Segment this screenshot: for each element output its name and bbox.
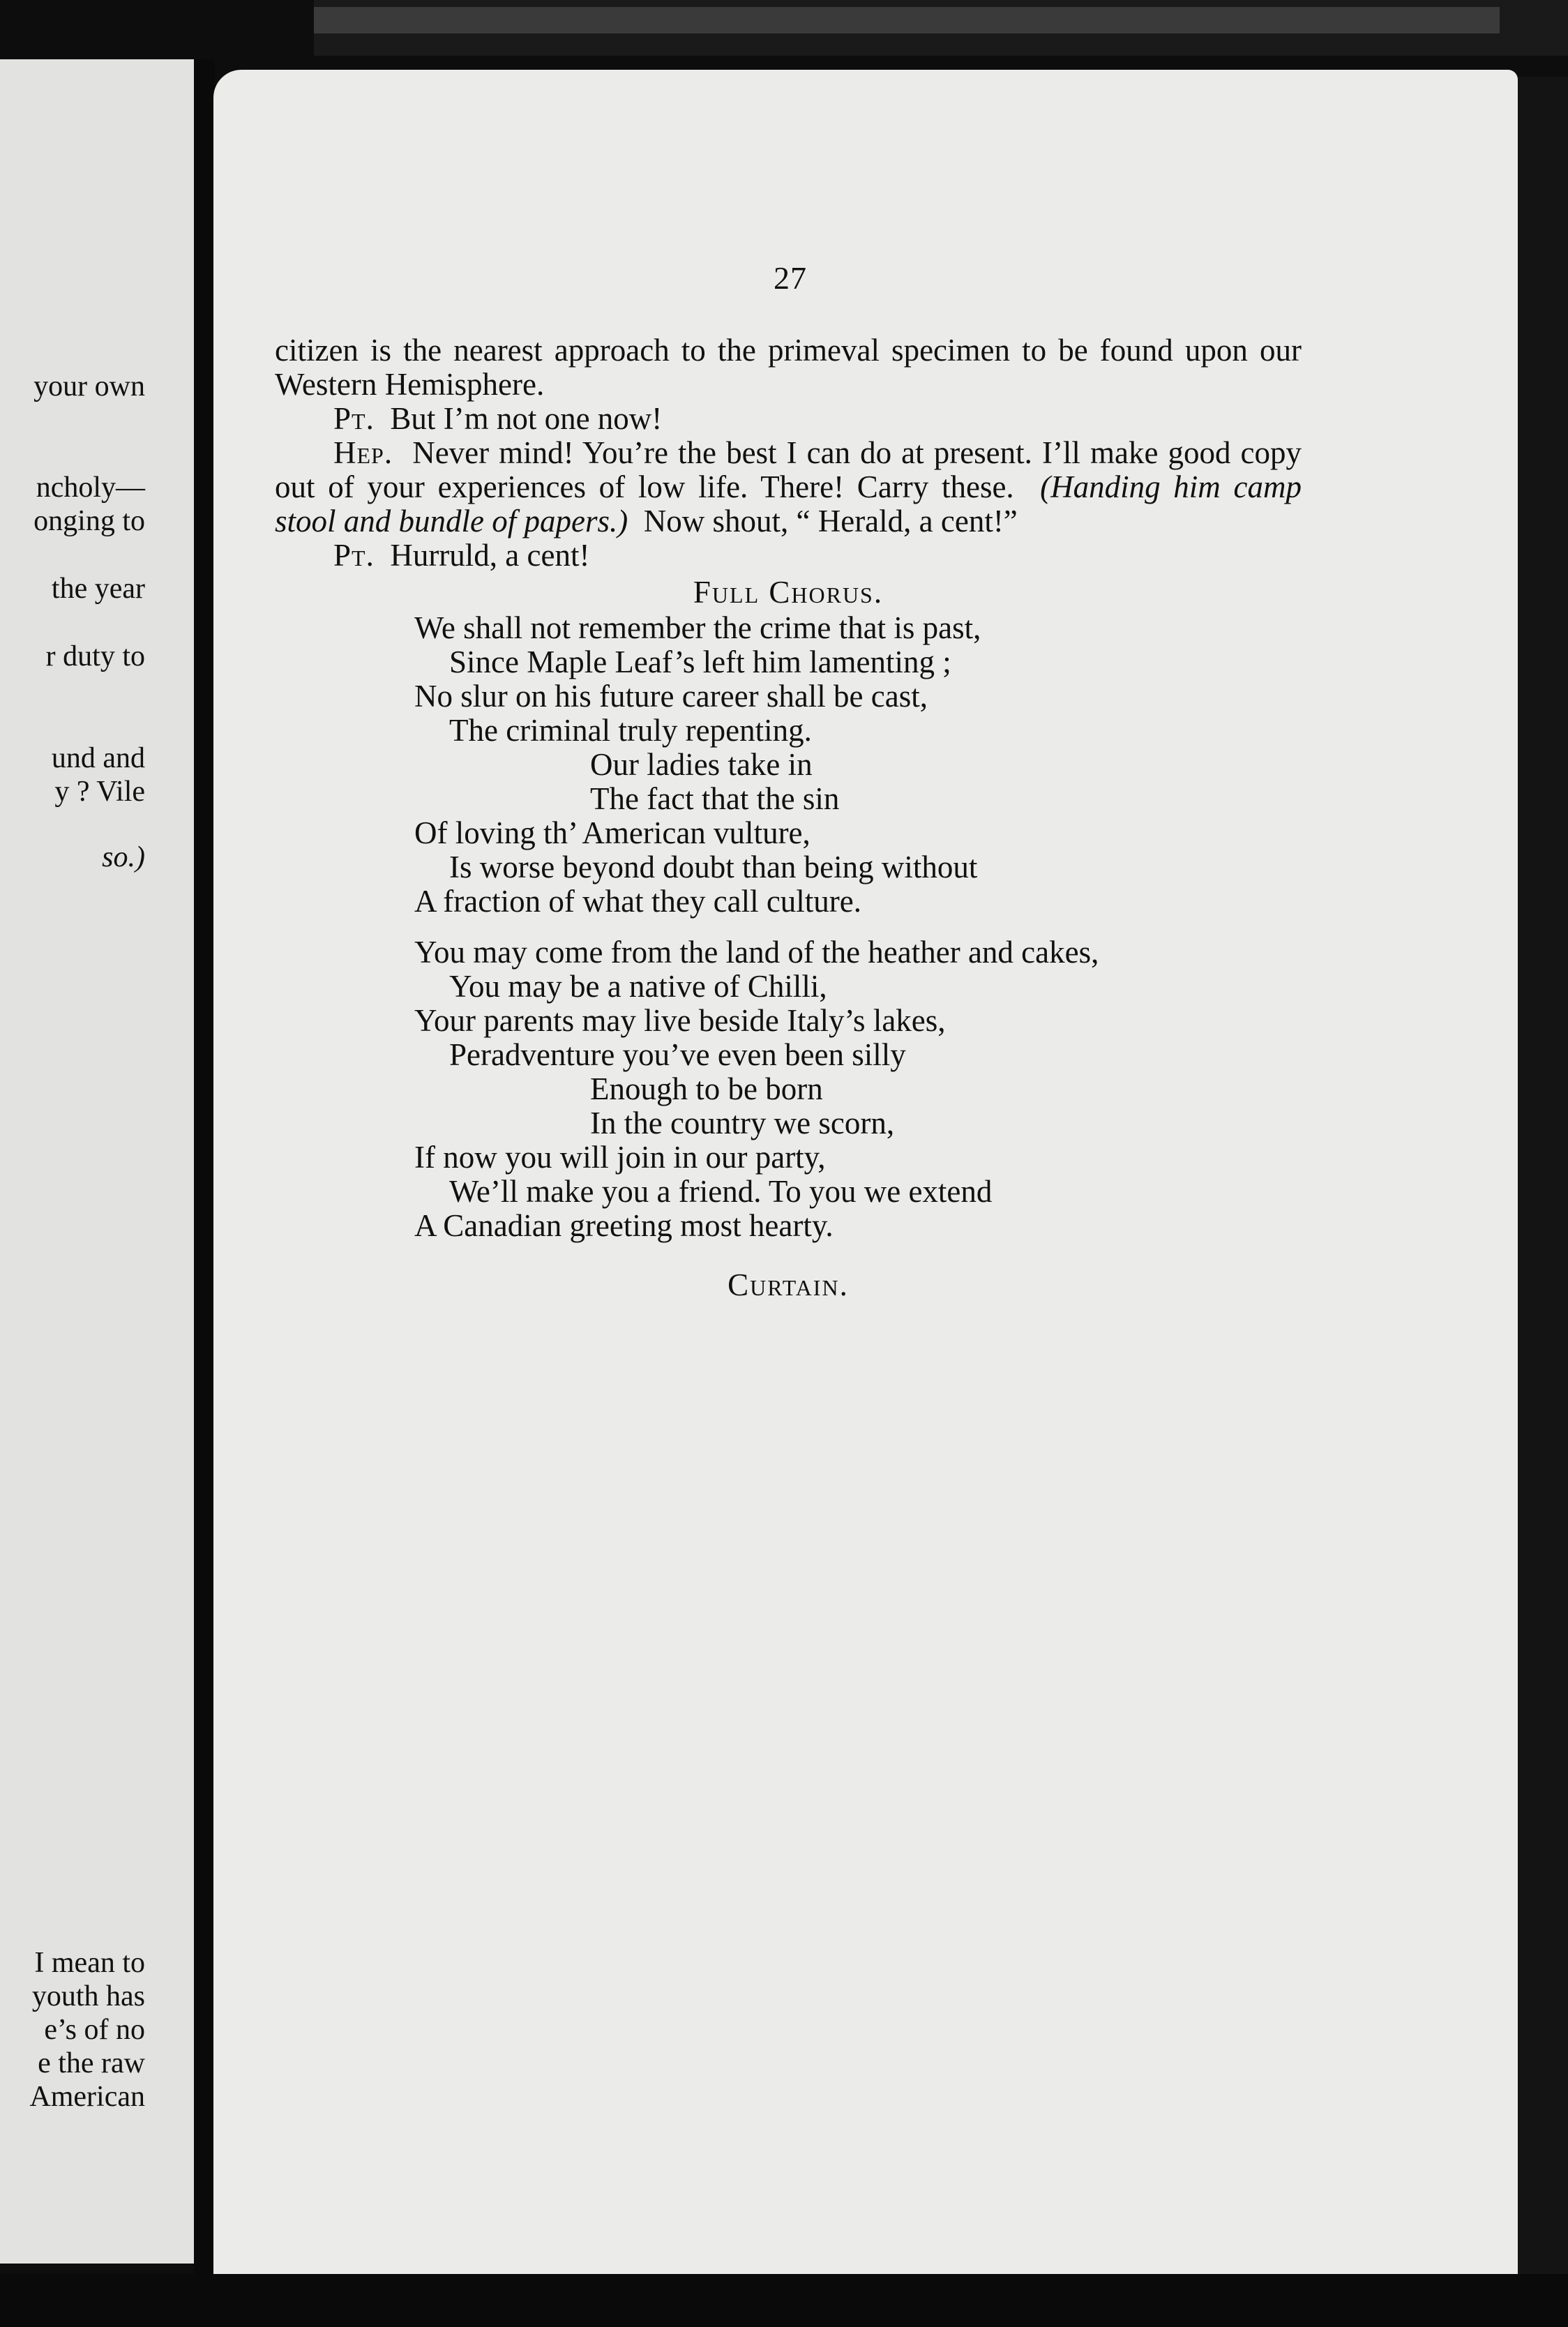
left-page-fragment: ncholy—: [36, 472, 145, 504]
verse-line: You may come from the land of the heather and cakes,: [414, 935, 1099, 970]
verse-stanza: [275, 611, 1302, 919]
speaker-name: Pt.: [333, 538, 375, 573]
scan-frame-bottom: [0, 2274, 1568, 2327]
speaker-name: Hep.: [333, 435, 393, 470]
left-page-fragment: your own: [33, 370, 145, 402]
left-page-fragment: youth has: [31, 1980, 145, 2012]
dialogue-line: Never mind! You’re the best I can do at present. I’ll make good copy out of your experiences of low life. There! Carry these.: [275, 435, 1302, 504]
left-page-fragment: I mean to: [34, 1947, 145, 1979]
verse-line: The criminal truly repenting.: [449, 713, 812, 748]
dialogue-line: Now shout, “ Herald, a cent!”: [643, 504, 1018, 539]
verse-line: Enough to be born: [590, 1071, 823, 1106]
verse-line: Your parents may live beside Italy’s lakes,: [414, 1003, 946, 1038]
left-page-fragment: und and: [51, 742, 145, 774]
left-page-fragment: onging to: [33, 505, 145, 537]
verse-line: We shall not remember the crime that is past,: [414, 610, 981, 645]
page-body: [275, 333, 1302, 1302]
dialogue-paragraph: [275, 436, 1302, 539]
verse-stanza: [275, 935, 1302, 1243]
dialogue-paragraph: [275, 402, 1302, 436]
verse-line: A Canadian greeting most hearty.: [414, 1208, 834, 1243]
left-page-fragment: American: [29, 2081, 145, 2113]
verse-line: In the country we scorn,: [590, 1106, 895, 1140]
stage-direction: (Handing him camp stool and bundle of papers.): [275, 469, 1302, 539]
verse-line: A fraction of what they call culture.: [414, 884, 862, 919]
scan-frame-right: [1518, 77, 1568, 2274]
left-facing-page: [0, 59, 194, 2264]
speaker-name: Pt.: [333, 401, 375, 436]
dialogue-line: Hurruld, a cent!: [390, 538, 590, 573]
verse-line: Peradventure you’ve even been silly: [449, 1037, 906, 1072]
left-page-fragment: r duty to: [45, 640, 145, 672]
verse-line: Of loving th’ American vulture,: [414, 815, 811, 850]
verse-line: Since Maple Leaf’s left him lamenting ;: [449, 645, 951, 679]
verse-line: No slur on his future career shall be cast,: [414, 679, 928, 714]
verse-line: We’ll make you a friend. To you we extend: [449, 1174, 993, 1209]
curtain-line: Curtain.: [728, 1267, 849, 1302]
verse-line: You may be a native of Chilli,: [449, 969, 827, 1004]
dialogue-paragraph: citizen is the nearest approach to the primeval specimen to be found upon our Western Hemisphere.: [275, 333, 1302, 402]
left-page-fragment: y ? Vile: [54, 776, 145, 808]
verse-line: The fact that the sin: [590, 781, 840, 816]
chorus-heading: Full Chorus.: [693, 575, 884, 610]
verse-line: Our ladies take in: [590, 747, 813, 782]
scan-frame-top-inner: [314, 7, 1500, 33]
verse-line: Is worse beyond doubt than being without: [449, 850, 978, 884]
verse-line: If now you will join in our party,: [414, 1140, 826, 1175]
left-page-fragment: the year: [51, 573, 145, 605]
left-page-fragment: so.): [102, 841, 145, 873]
dialogue-line: But I’m not one now!: [390, 401, 663, 436]
left-page-fragment: e’s of no: [44, 2014, 145, 2046]
page-number: 27: [774, 260, 807, 296]
dialogue-paragraph: [275, 539, 1302, 573]
book-gutter: [194, 59, 215, 2277]
left-page-fragment: e the raw: [38, 2047, 145, 2079]
